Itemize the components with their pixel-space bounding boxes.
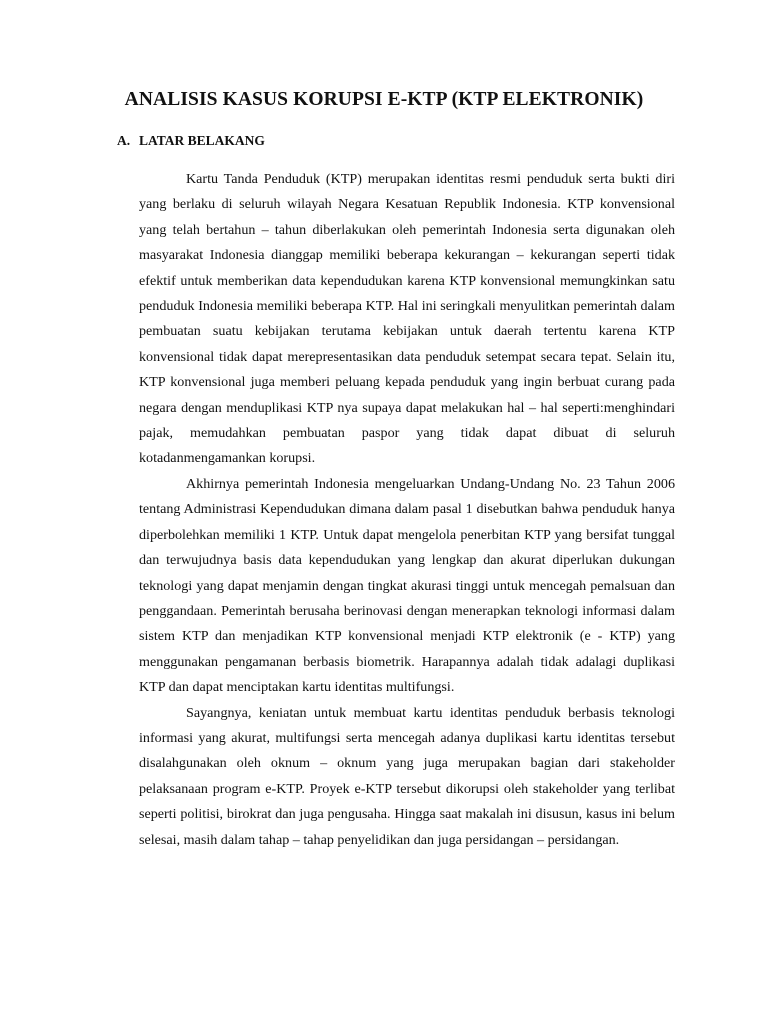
section-title: LATAR BELAKANG: [139, 133, 265, 148]
paragraph-3: Sayangnya, keniatan untuk membuat kartu identitas penduduk berbasis teknologi informasi yang akurat, multifungsi serta mencegah adanya duplikasi kartu identitas tersebut disalahgunakan oleh oknum – oknum yang juga merupakan bagian dari stakeholder pelaksanaan program e-KTP. Proyek e-KTP tersebut dikorupsi oleh stakeholder yang terlibat seperti politisi, birokrat dan juga pengusaha. Hingga saat makalah ini disusun, kasus ini belum selesai, masih dalam tahap – tahap penyelidikan dan juga persidangan – persidangan.: [139, 704, 675, 848]
document-title: ANALISIS KASUS KORUPSI E-KTP (KTP ELEKTRONIK): [124, 89, 644, 110]
section-heading: [117, 130, 265, 152]
section-letter: A.: [117, 133, 131, 148]
paragraph-2: Akhirnya pemerintah Indonesia mengeluarkan Undang-Undang No. 23 Tahun 2006 tentang Administrasi Kependudukan dimana dalam pasal 1 disebutkan bahwa penduduk hanya diperbolehkan memiliki 1 KTP. Untuk dapat mengelola penerbitan KTP yang bersifat tunggal dan terwujudnya basis data kependudukan yang lengkap dan akurat diperlukan dukungan teknologi yang dapat menjamin dengan tingkat akurasi tinggi untuk mencegah pemalsuan dan penggandaan. Pemerintah berusaha berinovasi dengan menerapkan teknologi informasi dalam sistem KTP dan menjadikan KTP konvensional menjadi KTP elektronik (e - KTP) yang menggunakan pengamanan berbasis biometrik. Harapannya adalah tidak adalagi duplikasi KTP dan dapat menciptakan kartu identitas multifungsi.: [139, 475, 675, 696]
paragraph-1: Kartu Tanda Penduduk (KTP) merupakan identitas resmi penduduk serta bukti diri yang berlaku di seluruh wilayah Negara Kesatuan Republik Indonesia. KTP konvensional yang telah bertahun – tahun diberlakukan oleh pemerintah Indonesia serta digunakan oleh masyarakat Indonesia dianggap memiliki beberapa kekurangan – kekurangan seperti tidak efektif untuk memberikan data kependudukan karena KTP konvensional memungkinkan satu penduduk Indonesia memiliki beberapa KTP. Hal ini seringkali menyulitkan pemerintah dalam pembuatan suatu kebijakan terutama kebijakan untuk daerah tertentu karena KTP konvensional tidak dapat merepresentasikan data penduduk setempat secara tepat. Selain itu, KTP konvensional juga memberi peluang kepada penduduk yang ingin berbuat curang pada negara dengan menduplikasi KTP nya supaya dapat melakukan hal – hal seperti:menghindari pajak, memudahkan pembuatan paspor yang tidak dapat dibuat di seluruh kotadanmengamankan korupsi.: [139, 171, 675, 467]
body-text: [139, 167, 675, 853]
